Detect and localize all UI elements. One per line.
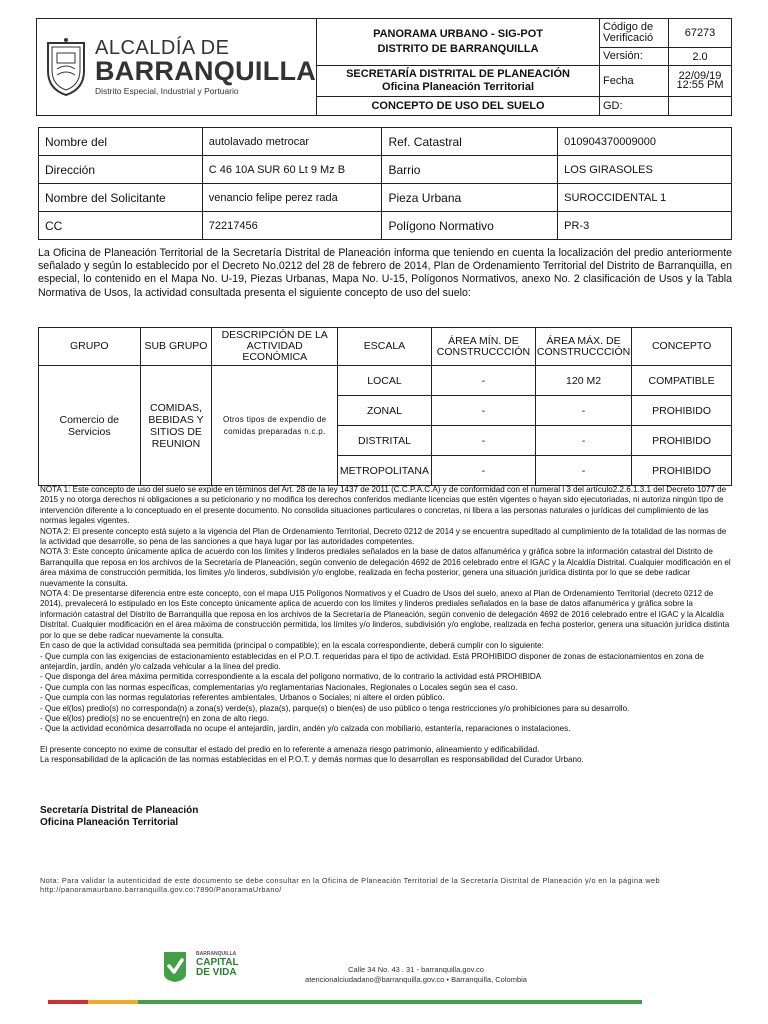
codigo-value: 67273 xyxy=(669,19,732,48)
stripe-green xyxy=(138,1000,642,1004)
intro-paragraph: La Oficina de Planeación Territorial de la Secretaría Distrital de Planeación informa que teniendo en cuenta la localización del predio anteriormente señalado y según lo establecido por el Decreto No.0212 del 28 de febrero de 2014, Plan de Ordenamiento Territorial del Distrito de Barranquilla, en especial, lo contenido en el Mapa No. U-19, Piezas Urbanas, Mapa No. U-15, Polígonos Normativos, anexo No. 2 clasificación de Usos y la Tabla Normativa de Usos, la actividad consultada presenta el siguiente concepto de uso del suelo: xyxy=(38,247,732,299)
footer-color-stripe xyxy=(48,1000,642,1004)
info-value: SUROCCIDENTAL 1 xyxy=(558,184,732,212)
logo-line1: ALCALDÍA DE xyxy=(95,37,230,60)
oficina-title: Oficina Planeación Territorial xyxy=(382,81,535,94)
check-shield-icon xyxy=(160,948,190,984)
info-value: venancio felipe perez rada xyxy=(202,184,382,212)
info-value: 72217456 xyxy=(202,212,382,240)
info-label: CC xyxy=(39,212,203,240)
requirement-item: - Que disponga del área máxima permitida correspondiente a la escala del polígono normativo, de lo contrario la actividad está PROHIBIDA xyxy=(40,672,542,682)
header-titles xyxy=(317,19,600,66)
secretaria-title: SECRETARÍA DISTRITAL DE PLANEACIÓN xyxy=(346,68,570,81)
column-header: DESCRIPCIÓN DE LA ACTIVIDAD ECONÓMICA xyxy=(212,328,338,366)
descripcion-cell: Otros tipos de expendio de comidas preparadas n.c.p. xyxy=(212,366,338,486)
fecha-value: 22/09/19 12:55 PM xyxy=(669,65,732,97)
concepto-cell: PROHIBIDO xyxy=(632,426,732,456)
grupo-cell: Comercio de Servicios xyxy=(39,366,141,486)
predio-info-table xyxy=(38,127,732,240)
info-value: LOS GIRASOLES xyxy=(558,156,732,184)
escala-cell: METROPOLITANA xyxy=(337,456,431,486)
concepto-cell: PROHIBIDO xyxy=(632,456,732,486)
info-value: autolavado metrocar xyxy=(202,128,382,156)
footer-address xyxy=(296,965,536,985)
table-row xyxy=(39,184,732,212)
area-max-cell: - xyxy=(535,426,631,456)
note-paragraph: NOTA 1: Este concepto de uso del suelo se expide en términos del Art. 28 de la ley 1437 de 2011 (C.C.P.A.C.A) y de conformidad con el numeral l 3 del artículo2.2.6.1.3.1 del Decreto 1077 de 2015 y no otorga derechos ni obligaciones a su peticionario y no modifica los derechos conferidos mediante licencias que estén vigentes o hayan sido ejecutoriadas, ni autoriza ningún tipo de intervención diferente a lo conceptuado en el presente documento. No consolida situaciones particulares o concretas, ni libera a las personas naturales o jurídicas del cumplimiento de las normas legales vigentes. xyxy=(40,485,727,526)
requirement-item: - Que el(los) predio(s) no corresponda(n) a zona(s) verde(s), plaza(s), parque(s) o bien(es) de uso público o tenga restricciones y/o prohibiciones para su desarrollo. xyxy=(40,703,630,713)
area-min-cell: - xyxy=(431,456,535,486)
info-label: Barrio xyxy=(382,156,558,184)
closing-paragraph: La responsabilidad de la aplicación de las normas establecidas en el P.O.T. y demás normas que lo desarrollan es responsabilidad del Curador Urbano. xyxy=(40,755,584,765)
requirement-item: - Que cumpla con las exigencias de estacionamiento establecidas en el P.O.T. requeridas para el tipo de actividad. Está PROHIBIDO disponer de zonas de estacionamientos en zona de antejardín, jardín, andén y/o calzada vehicular a la línea del predio. xyxy=(40,651,704,671)
fecha-label: Fecha xyxy=(600,65,669,97)
email-line: atencionalciudadano@barranquilla.gov.co • Barranquilla, Colombia xyxy=(305,975,527,984)
document-header xyxy=(36,18,732,116)
signature-block xyxy=(40,805,198,829)
requirement-item: - Que cumpla con las normas regulatorias referentes ambientales, Urbanos o Sociales; ni altere el orden público. xyxy=(40,693,445,703)
table-header-row xyxy=(39,328,732,366)
column-header: CONCEPTO xyxy=(632,328,732,366)
signature-line2: Oficina Planeación Territorial xyxy=(40,817,179,828)
footer-logo-line1: CAPITAL xyxy=(196,957,239,968)
title-panorama: PANORAMA URBANO - SIG-POT xyxy=(373,27,543,40)
table-row xyxy=(39,128,732,156)
version-label: Versión: xyxy=(600,48,669,65)
footer-logo-line2: DE VIDA xyxy=(196,967,237,978)
logo-line3: Distrito Especial, Industrial y Portuario xyxy=(95,86,239,97)
coat-of-arms-icon xyxy=(45,37,87,97)
codigo-label: Código de Verificació xyxy=(600,19,669,48)
gd-value xyxy=(669,97,732,116)
version-value: 2.0 xyxy=(669,48,732,65)
concepto-cell: COMPATIBLE xyxy=(632,366,732,396)
secretaria-cell xyxy=(317,65,600,97)
capital-de-vida-logo xyxy=(160,946,250,986)
escala-cell: LOCAL xyxy=(337,366,431,396)
info-label: Ref. Catastral xyxy=(382,128,558,156)
table-row xyxy=(39,156,732,184)
column-header: ESCALA xyxy=(337,328,431,366)
note-paragraph: NOTA 3: Este concepto únicamente aplica de acuerdo con los límites y linderos prediales señalados en la base de datos alfanumérica y gráfica sobre la información catastral del Distrito de Barranquilla que reposa en los archivos de la Secretaría de Planeación, según convenio de delegación 4692 de 2016 celebrado entre el IGAC y la Alcaldía Distrital. Cualquier modificación en el área máxima de construcción permitida, los límites y/o linderos, subdivisión y/o englobe, realizada en fecha posterior, genera una situación jurídica distinta por lo que se debe radicar nuevamente la consulta. xyxy=(40,547,731,588)
note-paragraph: En caso de que la actividad consultada sea permitida (principal o compatible); en la escala correspondiente, deberá cumplir con lo siguiente: xyxy=(40,641,544,651)
table-row xyxy=(39,212,732,240)
stripe-red xyxy=(48,1000,88,1004)
info-label: Dirección xyxy=(39,156,203,184)
notes-section xyxy=(40,485,732,766)
concepto-title: CONCEPTO DE USO DEL SUELO xyxy=(317,97,600,116)
area-max-cell: - xyxy=(535,456,631,486)
requirement-item: - Que cumpla con las normas específicas, complementarias y/o reglamentarias Nacionales, Regionales o Locales según sea el caso. xyxy=(40,682,518,692)
gd-label: GD: xyxy=(600,97,669,116)
area-max-cell: - xyxy=(535,396,631,426)
address-line: Calle 34 No. 43 . 31 - barranquilla.gov.co xyxy=(348,965,484,974)
info-value: C 46 10A SUR 60 Lt 9 Mz B xyxy=(202,156,382,184)
concepto-cell: PROHIBIDO xyxy=(632,396,732,426)
stripe-yellow xyxy=(88,1000,138,1004)
column-header: SUB GRUPO xyxy=(140,328,212,366)
logo-cell xyxy=(37,19,317,116)
footer-logo-small: BARRANQUILLA xyxy=(196,951,237,957)
table-row xyxy=(39,366,732,396)
info-label: Pieza Urbana xyxy=(382,184,558,212)
closing-paragraph: El presente concepto no exime de consultar el estado del predio en lo referente a amenaza riesgo patrimonio, alineamiento y edificabilidad. xyxy=(40,744,540,754)
subgrupo-cell: COMIDAS, BEBIDAS Y SITIOS DE REUNION xyxy=(140,366,212,486)
escala-cell: DISTRITAL xyxy=(337,426,431,456)
requirement-item: - Que la actividad económica desarrollada no ocupe el antejardín, jardín, andén y/o calzada con mobiliario, estantería, reparaciones o instalaciones. xyxy=(40,724,571,734)
info-label: Nombre del Solicitante xyxy=(39,184,203,212)
area-max-cell: 120 M2 xyxy=(535,366,631,396)
area-min-cell: - xyxy=(431,396,535,426)
column-header: GRUPO xyxy=(39,328,141,366)
info-value: PR-3 xyxy=(558,212,732,240)
area-min-cell: - xyxy=(431,366,535,396)
info-value: 010904370009000 xyxy=(558,128,732,156)
validation-note: Nota: Para validar la autenticidad de este documento se debe consultar en la Oficina de Planeación Territorial de la Secretaría Distrital de Planeación y/o en la página web http://panoramaurbano.barranquilla.gov.co:7890/PanoramaUrbano/ xyxy=(40,876,660,894)
note-paragraph: NOTA 4: De presentarse diferencia entre este concepto, con el mapa U15 Polígonos Normativos y el Cuadro de Usos del suelo, anexo al Plan de Ordenamiento Territorial (decreto 0212 de 2014), prevalecerá lo estipulado en los Este concepto únicamente aplica de acuerdo con los límites y linderos prediales señalados en la base de datos alfanumérica y gráfica sobre la información catastral del Distrito de Barranquilla que reposa en los archivos de la Secretaría de Planeación, según convenio de delegación 4692 de 2016 celebrado entre el IGAC y la Alcaldía Distrital. Cualquier modificación en el área máxima de construcción permitida, los límites y/o linderos, subdivisión y/o englobe, realizada en fecha posterior, genera una situación jurídica distinta por lo que se debe radicar nuevamente la consulta. xyxy=(40,589,730,640)
uso-suelo-table xyxy=(38,327,732,486)
title-distrito: DISTRITO DE BARRANQUILLA xyxy=(377,42,539,55)
logo-line2: BARRANQUILLA xyxy=(95,56,317,87)
column-header: ÁREA MÍN. DE CONSTRUCCCIÓN xyxy=(431,328,535,366)
escala-cell: ZONAL xyxy=(337,396,431,426)
note-paragraph: NOTA 2: El presente concepto está sujeto a la vigencia del Plan de Ordenamiento Territorial, Decreto 0212 de 2014 y se encuentra supeditado al cumplimiento de la totalidad de las normas de la actividad que desarrolle, so pena de las sanciones a que haya lugar por las autoridades competentes. xyxy=(40,526,727,547)
signature-line1: Secretaría Distrital de Planeación xyxy=(40,805,199,816)
column-header: ÁREA MÁX. DE CONSTRUCCCIÓN xyxy=(535,328,631,366)
info-label: Nombre del xyxy=(39,128,203,156)
info-label: Polígono Normativo xyxy=(382,212,558,240)
area-min-cell: - xyxy=(431,426,535,456)
requirement-item: - Que el(los) predio(s) no se encuentre(n) en zona de alto riego. xyxy=(40,713,269,723)
